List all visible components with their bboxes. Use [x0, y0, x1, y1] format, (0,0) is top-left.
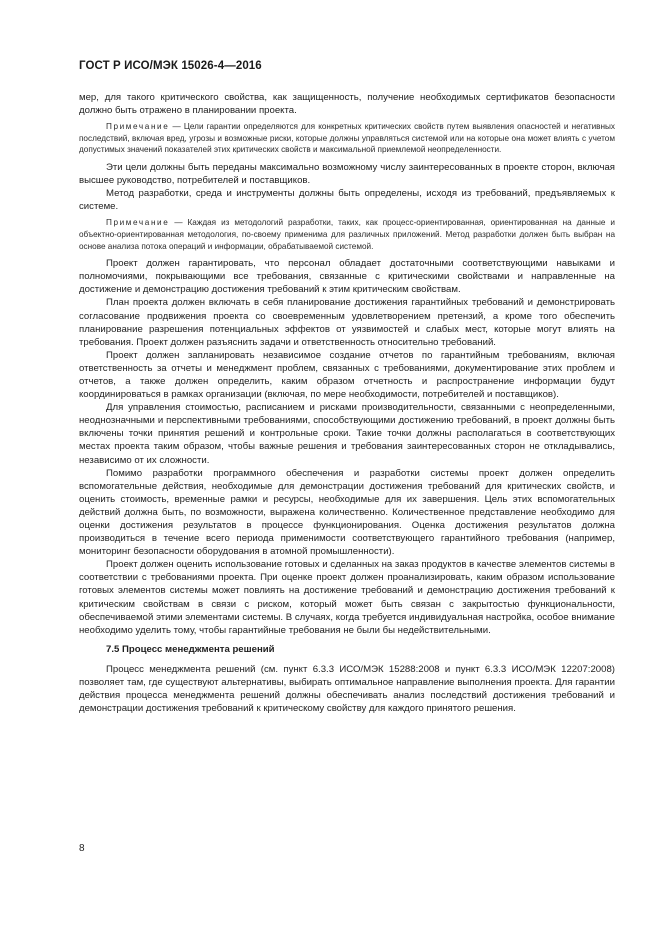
document-header: ГОСТ Р ИСО/МЭК 15026-4—2016	[79, 60, 262, 72]
paragraph-4: Проект должен гарантировать, что персонал обладает достаточными соответствующими навыками и полномочиями, покрывающими все требования, связанные с критическими свойствами и направленные на достижение и демонстрацию достижения требований к этим критическим свойствам.	[79, 258, 615, 296]
section-heading: 7.5 Процесс менеджмента решений	[106, 643, 275, 655]
note-2-text: — Каждая из методологий разработки, таких, как процесс-ориентированная, ориентированная на данные и объектно-ориентированная методология, по-своему применима для различных приложений. Метод разработки должен быть выбран на основе анализа потока операций и информации, обрабатываемой системой.	[79, 218, 615, 251]
paragraph-7: Для управления стоимостью, расписанием и рисками производительности, связанными с неопределенными, неоднозначными и перспективными требованиями, способствующими достижению требований, в проект должны быть включены точки принятия решений и контрольные сроки. Такие точки должны располагаться в соответствующих местах проекта таким образом, чтобы важные решения и требования заинтересованных сторон не откладывались, независимо от их сложности.	[79, 402, 615, 466]
page-body	[79, 91, 615, 715]
page-number: 8	[79, 843, 85, 854]
note-1-label: Примечание	[106, 122, 170, 132]
note-1-text: — Цели гарантии определяются для конкретных критических свойств путем выявления опасностей и негативных последствий, включая вред, угрозы и возможные риски, которые должны управляться системой или на которые она может влиять с учетом допустимых значений показателей этих критических свойств и максимальной приемлемой неопределенности.	[79, 122, 615, 155]
note-2	[79, 217, 615, 252]
note-2-label: Примечание	[106, 218, 170, 228]
paragraph-8: Помимо разработки программного обеспечения и разработки системы проект должен определить вспомогательные действия, необходимые для демонстрации достижения требований для критических свойств, и оценить стоимость, временные рамки и ресурсы, необходимые для их завершения. Цель этих вспомогательных действий должна быть, по возможности, выражена количественно. Количественное представление необходимо для оценки достижения результатов в процессе функционирования. Оценка достижения результатов должна производиться в течение всего периода применимости соответствующего гарантийного требования (например, мониторинг безопасности оборудования в атомной промышленности).	[79, 467, 615, 558]
paragraph-3: Метод разработки, среда и инструменты должны быть определены, исходя из требований, предъявляемых к системе.	[79, 188, 615, 213]
paragraph-9: Проект должен оценить использование готовых и сделанных на заказ продуктов в качестве элементов системы в соответствии с требованиями проекта. При оценке проект должен проанализировать, каким образом использование готовых элементов системы может повлиять на достижение требований и демонстрацию достижения требований к критическим свойствам в связи с риском, который может быть связан с закрытостью функциональности, обеспечиваемой этими элементами системы. В случаях, когда требуется индивидуальная настройка, особое внимание необходимо уделить тому, чтобы гарантийные требования не были бы недействительными.	[79, 559, 615, 636]
note-1	[79, 121, 615, 156]
paragraph-10: Процесс менеджмента решений (см. пункт 6.3.3 ИСО/МЭК 15288:2008 и пункт 6.3.3 ИСО/МЭК 12207:2008) позволяет там, где существуют альтернативы, выбирать оптимальное направление выполнения проекта. Для гарантии действия процесса менеджмента решений должны обеспечивать анализ последствий достижения требований и демонстрации достижения требований к критическому свойству для каждого принятого решения.	[79, 663, 615, 715]
paragraph-2: Эти цели должны быть переданы максимально возможному числу заинтересованных в проекте сторон, включая высшее руководство, потребителей и поставщиков.	[79, 161, 615, 187]
paragraph-6: Проект должен запланировать независимое создание отчетов по гарантийным требованиям, включая ответственность за отчеты и менеджмент проблем, связанных с требованиями, документирование этих проблем и отчетов, а также должен определить, каким образом отчетность и распространение информации будут координироваться в рамках организации (включая, по мере необходимости, потребителей и поставщиков).	[79, 349, 615, 401]
paragraph-1: мер, для такого критического свойства, как защищенность, получение необходимых сертификатов безопасности должно быть отражено в планировании проекта.	[79, 92, 615, 117]
paragraph-5: План проекта должен включать в себя планирование достижения гарантийных требований и демонстрировать согласование продвижения проекта со своевременным удовлетворением претензий, а кроме того обеспечить планирование разрешения потенциальных эффектов от уязвимостей и слабых мест, которые могут влиять на требования. Проект должен разъяснить задачи и ответственность относительно требований.	[79, 297, 615, 348]
